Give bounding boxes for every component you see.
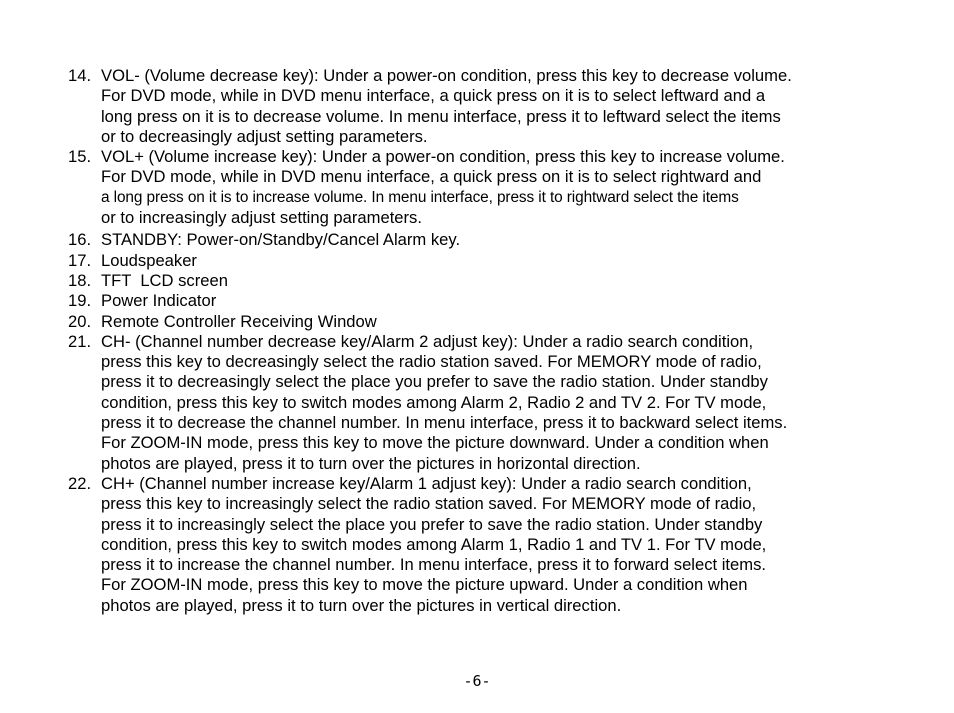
item-text (101, 332, 787, 474)
item-text (101, 230, 460, 250)
item-number: 22. (68, 473, 92, 493)
item-number: 20. (68, 311, 92, 331)
item-line: or to decreasingly adjust setting parameters. (101, 126, 428, 146)
item-line: long press on it is to decrease volume. In menu interface, press it to leftward select the items (101, 106, 781, 126)
list-item-21 (68, 332, 908, 474)
item-line: press it to decreasingly select the place you prefer to save the radio station. Under standby (101, 372, 768, 392)
item-line: For DVD mode, while in DVD menu interface, a quick press on it is to select leftward and a (101, 86, 766, 106)
item-number: 15. (68, 147, 92, 167)
item-line: condition, press this key to switch modes among Alarm 2, Radio 2 and TV 2. For TV mode, (101, 392, 767, 412)
item-line: For ZOOM-IN mode, press this key to move the picture upward. Under a condition when (101, 575, 748, 595)
item-text (101, 271, 228, 291)
list-item-15 (68, 147, 908, 228)
item-line: Loudspeaker (101, 250, 197, 270)
item-line: VOL- (Volume decrease key): Under a power-on condition, press this key to decrease volume. (101, 66, 792, 85)
item-line: press it to increase the channel number. In menu interface, press it to forward select items. (101, 555, 766, 575)
list-item-20 (68, 312, 908, 332)
item-text (101, 147, 785, 228)
item-number: 18. (68, 270, 92, 290)
list-item-14 (68, 66, 908, 147)
item-text (101, 251, 197, 271)
item-number: 14. (68, 66, 92, 85)
list-item-16 (68, 230, 908, 250)
list-item-19 (68, 291, 908, 311)
list-item-17 (68, 251, 908, 271)
item-line: or to increasingly adjust setting parameters. (101, 208, 422, 228)
item-text (101, 291, 216, 311)
item-text (101, 66, 792, 147)
item-line: For ZOOM-IN mode, press this key to move the picture downward. Under a condition when (101, 433, 769, 453)
item-line: VOL+ (Volume increase key): Under a power-on condition, press this key to increase volume. (101, 147, 785, 167)
item-line: STANDBY: Power-on/Standby/Cancel Alarm key. (101, 230, 461, 250)
item-number: 21. (68, 331, 92, 351)
item-line: TFT LCD screen (101, 270, 228, 290)
item-line: For DVD mode, while in DVD menu interface, a quick press on it is to select rightward and (101, 167, 762, 187)
item-text (101, 312, 377, 332)
item-line: press this key to increasingly select the radio station saved. For MEMORY mode of radio, (101, 494, 757, 514)
item-line: photos are played, press it to turn over the pictures in vertical direction. (101, 595, 622, 615)
item-line: Power Indicator (101, 291, 217, 311)
manual-page (68, 66, 908, 616)
item-line: Remote Controller Receiving Window (101, 311, 377, 331)
page-number: -6- (463, 672, 491, 690)
item-number: 16. (68, 230, 92, 250)
item-line: press it to decrease the channel number. In menu interface, press it to backward select items. (101, 413, 788, 433)
list-item-22 (68, 474, 908, 616)
list-item-18 (68, 271, 908, 291)
item-line: a long press on it is to increase volume. In menu interface, press it to rightward select the items (101, 188, 739, 206)
item-number: 19. (68, 291, 92, 311)
item-text (101, 474, 766, 616)
item-line: press this key to decreasingly select the radio station saved. For MEMORY mode of radio, (101, 352, 762, 372)
item-line: press it to increasingly select the place you prefer to save the radio station. Under standby (101, 514, 763, 534)
item-line: CH- (Channel number decrease key/Alarm 2 adjust key): Under a radio search condition, (101, 331, 754, 351)
item-number: 17. (68, 250, 92, 270)
item-line: photos are played, press it to turn over the pictures in horizontal direction. (101, 453, 641, 473)
item-line: CH+ (Channel number increase key/Alarm 1 adjust key): Under a radio search condition, (101, 473, 752, 493)
item-line: condition, press this key to switch modes among Alarm 1, Radio 1 and TV 1. For TV mode, (101, 534, 767, 554)
